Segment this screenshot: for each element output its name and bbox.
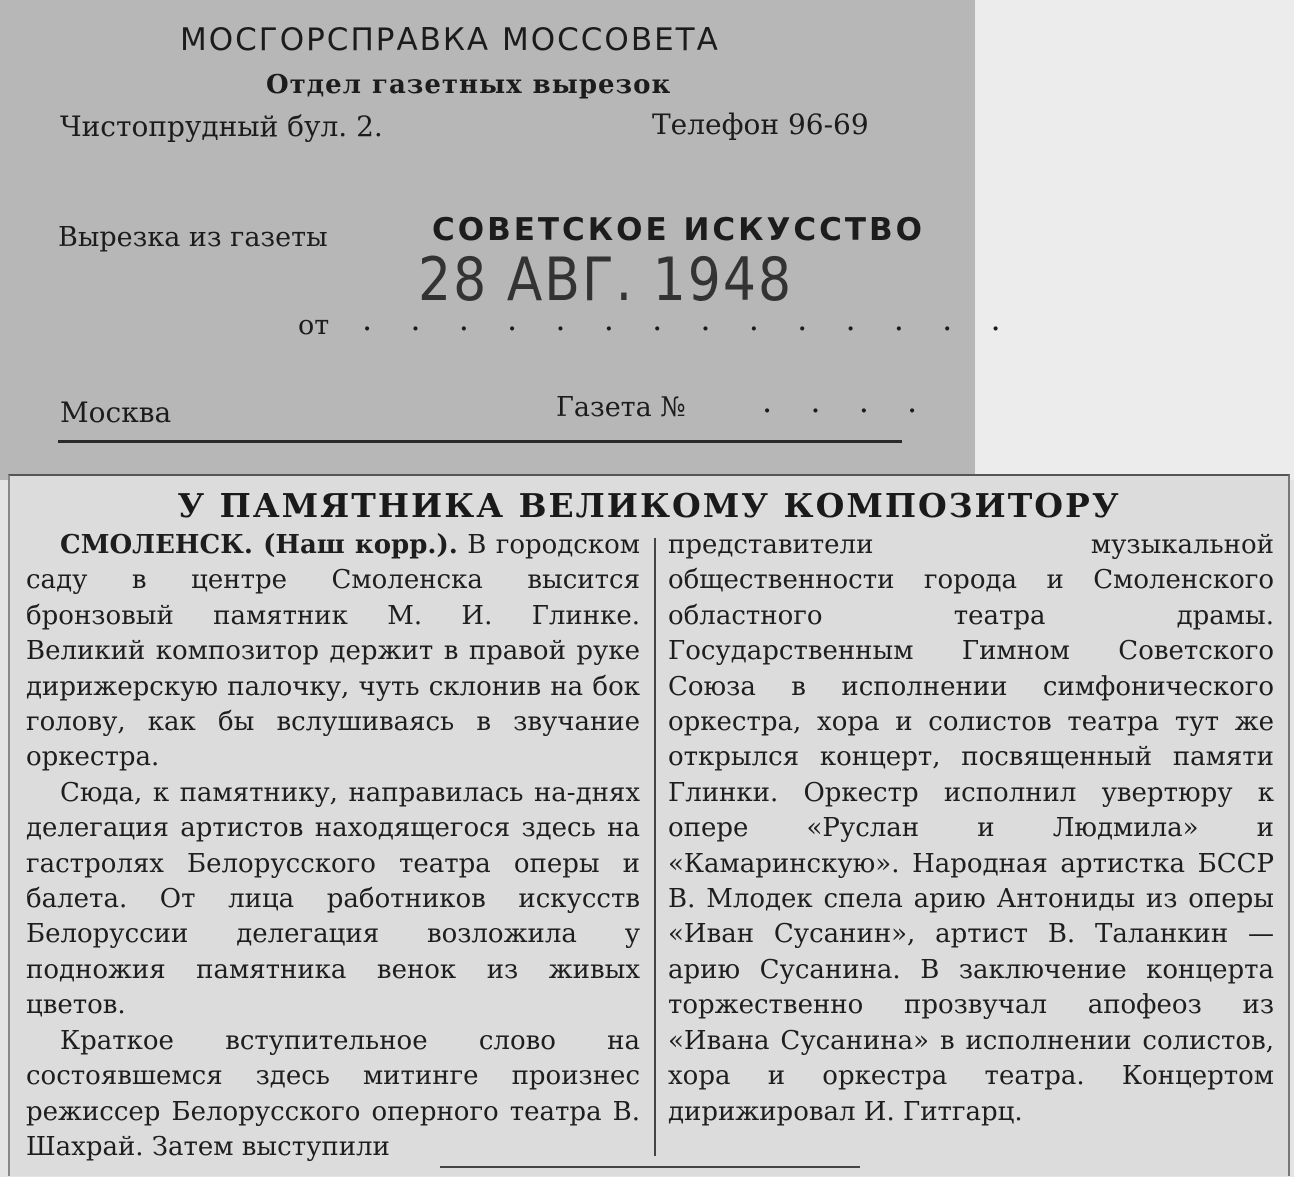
article-paragraph: Сюда, к памятнику, направилась на-днях делегация артистов находящегося здесь на гастролях Белорусского театра оперы и балета. От лица работников искусств Белоруссии делегация возложила у подножия памятника венок из живых цветов. [26, 777, 640, 1021]
gazeta-number-label: Газета № [556, 392, 686, 423]
newspaper-clipping [8, 474, 1290, 1176]
address: Чистопрудный бул. 2. [60, 110, 383, 143]
footer-rule [440, 1166, 860, 1168]
phone-number: Телефон 96-69 [652, 108, 869, 141]
article-column-right [668, 528, 1274, 1130]
article-paragraph: Краткое вступительное слово на состоявшемся здесь митинге произнес режиссер Белорусского оперного театра В. Шахрай. Затем выступили [26, 1025, 640, 1162]
clipping-label: Вырезка из газеты [58, 222, 328, 253]
header-rule [58, 440, 902, 443]
column-divider [654, 538, 656, 1156]
city-name: Москва [60, 396, 172, 429]
gazeta-dotted-line: . . . . [762, 382, 932, 420]
org-name: МОСГОРСПРАВКА МОССОВЕТА [180, 22, 720, 58]
article-dateline: СМОЛЕНСК. (Наш корр.). [60, 530, 458, 560]
department-name: Отдел газетных вырезок [266, 70, 672, 100]
article-paragraph: представители музыкальной общественности города и Смоленского областного театра драмы. Государственным Гимном Советского Союза в исполнении симфонического оркестра, хора и солистов театра тут же открылся концерт, посвященный памяти Глинки. Оркестр исполнил увертюру к опере «Руслан и Людмила» и «Камаринскую». Народная артистка БССР В. Млодек спела арию Антониды из оперы «Иван Сусанин», артист В. Таланкин — арию Сусанина. В заключение концерта торжественно прозвучал апофеоз из «Ивана Сусанина» в исполнении солистов, хора и оркестра театра. Концертом дирижировал И. Гитгарц. [668, 530, 1274, 1127]
article-paragraph [26, 528, 640, 776]
paragraph-text: В городском саду в центре Смоленска высится бронзовый памятник М. И. Глинке. Великий композитор держит в правой руке дирижерскую палочку, чуть склонив на бок голову, как бы вслушиваясь в звучание оркестра. [26, 530, 640, 773]
article-column-left [26, 528, 640, 1165]
clipping-service-header [0, 0, 1015, 480]
date-stamp: 28 АВГ. 1948 [418, 246, 794, 315]
background-margin [975, 0, 1294, 480]
from-label: от [298, 310, 330, 341]
newspaper-name: СОВЕТСКОЕ ИСКУССТВО [432, 212, 926, 248]
date-dotted-line: . . . . . . . . . . . . . . [362, 300, 1015, 338]
article-headline: У ПАМЯТНИКА ВЕЛИКОМУ КОМПОЗИТОРУ [177, 486, 1121, 525]
